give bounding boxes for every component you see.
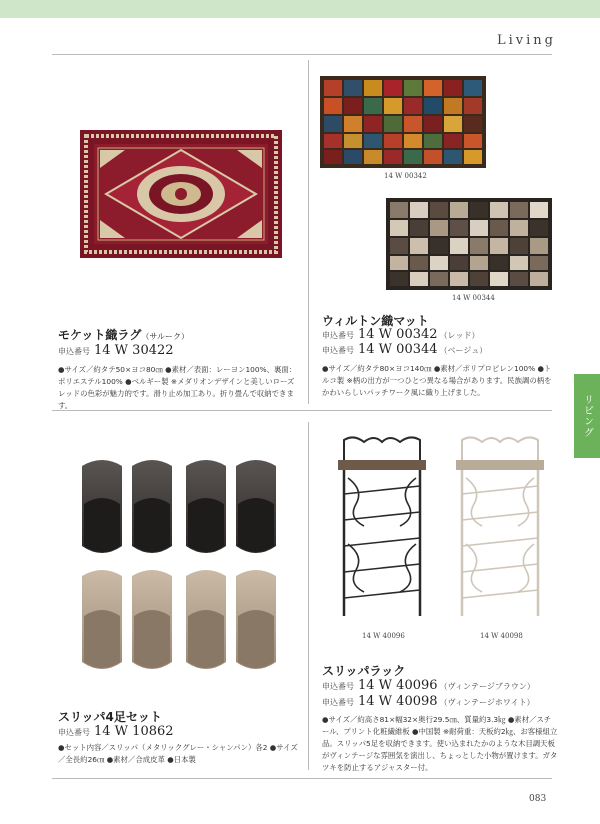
wilton-mat-color-beige: （ベージュ）: [439, 346, 488, 355]
slipper-rack-code-row-2: [322, 694, 535, 709]
slippers-image: [78, 456, 282, 678]
slipper-rack-white-image-label: 14 W 40098: [480, 632, 523, 640]
wilton-mat-desc: ●サイズ／約タテ80×ヨコ140㎝ ●素材／ポリプロピレン100% ●トルコ製 ※柄の出方が一つひとつ異なる場合があります。民族調の柄をかわいらしいパッチワーク風に織り上げました。: [322, 364, 552, 397]
wilton-mat-title: ウィルトン織マット: [322, 314, 429, 328]
section-title: Living: [497, 33, 556, 48]
moquette-rug-variant: （サルーク）: [141, 332, 190, 341]
wilton-mat-color-red: （レッド）: [439, 331, 480, 340]
moquette-rug-code: 14 W 30422: [94, 343, 174, 358]
code-label: 申込番号: [58, 347, 90, 356]
footer-divider: [52, 778, 552, 779]
slipper-rack-desc: ●サイズ／約高さ81×幅32×奥行29.5㎝、質量約3.3㎏ ●素材／スチール、プリント化粧繊維板 ●中国製 ※耐荷重：天板約2㎏、お客様組立品。スリッパ5足を収納できます。使い込まれたかのような木目調天板がヴィンテージな雰囲気を演出し、ちょっとした小物が置けます。ガタツキを防止するアジャスター付。: [322, 715, 558, 772]
slipper-rack-brown-image-label: 14 W 40096: [362, 632, 405, 640]
column-divider-bottom: [308, 422, 309, 770]
side-tab[interactable]: リビング: [574, 374, 600, 458]
wilton-mat-code-beige: 14 W 00344: [358, 342, 438, 357]
header-bar: [0, 0, 600, 18]
slippers-title: スリッパ4足セット: [58, 710, 162, 724]
slipper-rack-white-image: [452, 434, 548, 620]
moquette-rug-title: [58, 326, 189, 343]
slipper-rack-code-row-1: [322, 678, 535, 693]
moquette-rug-name: モケット織ラグ: [58, 328, 142, 342]
wilton-mat-code-red: 14 W 00342: [358, 327, 438, 342]
header-divider: [52, 54, 552, 55]
moquette-rug-image: [80, 130, 282, 258]
wilton-mat-red-image-label: 14 W 00342: [384, 172, 427, 180]
wilton-mat-beige-image: [386, 198, 552, 290]
slipper-rack-color-white: （ヴィンテージホワイト）: [439, 698, 535, 707]
slipper-rack-brown-image: [334, 434, 430, 620]
code-label: 申込番号: [58, 728, 90, 737]
slipper-rack-title: スリッパラック: [322, 664, 406, 678]
wilton-mat-red-image: [320, 76, 486, 168]
slippers-code-row: [58, 724, 174, 739]
slippers-code: 14 W 10862: [94, 724, 174, 739]
slipper-rack-color-brown: （ヴィンテージブラウン）: [439, 682, 535, 691]
code-label: 申込番号: [322, 698, 354, 707]
slipper-rack-code-brown: 14 W 40096: [358, 678, 438, 693]
slipper-rack-code-white: 14 W 40098: [358, 694, 438, 709]
code-label: 申込番号: [322, 331, 354, 340]
moquette-rug-desc: ●サイズ／約タテ50×ヨコ80㎝ ●素材／表面：レーヨン100%、裏面：ポリエステル100% ●ベルギー製 ※メダリオンデザインと美しいローズレッドの色彩が魅力的です。滑り止め加工あり。折り畳んで収納できます。: [58, 365, 297, 410]
moquette-rug-code-row: [58, 343, 174, 358]
page-number: 083: [529, 794, 547, 804]
slippers-desc: ●セット内容／スリッパ（メタリックグレー・シャンパン）各2 ●サイズ／全長約26㎝ ●素材／合成皮革 ●日本製: [58, 743, 298, 764]
code-label: 申込番号: [322, 346, 354, 355]
wilton-mat-code-row-2: [322, 342, 487, 357]
column-divider-top: [308, 60, 309, 404]
wilton-mat-beige-image-label: 14 W 00344: [452, 294, 495, 302]
code-label: 申込番号: [322, 682, 354, 691]
wilton-mat-code-row-1: [322, 327, 479, 342]
